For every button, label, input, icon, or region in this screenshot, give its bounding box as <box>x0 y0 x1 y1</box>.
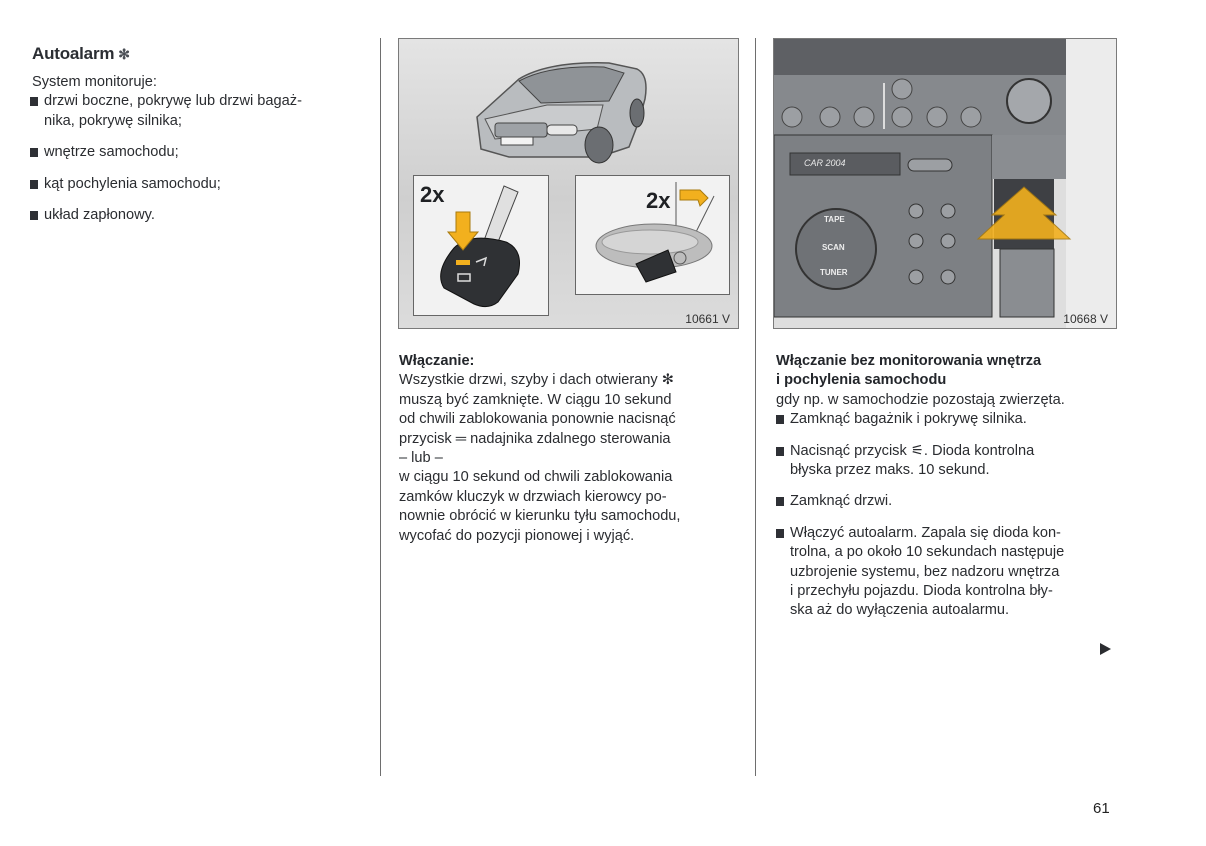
step-text: i przechyłu pojazdu. Dioda kontrolna bły- <box>790 583 1053 600</box>
body-line: wycofać do pozycji pionowej i wyjąć. <box>399 527 635 544</box>
body-line: w ciągu 10 sekund od chwili zablokowania <box>399 469 673 486</box>
body-line: od chwili zablokowania ponownie nacisnąć <box>399 411 676 428</box>
figure-number: 10661 V <box>685 312 730 326</box>
dial-label-scan: SCAN <box>822 243 845 252</box>
radio-panel-illustration <box>774 39 1116 328</box>
step-item <box>776 524 1121 621</box>
right-column <box>776 352 1121 621</box>
step-text: Włączyć autoalarm. Zapala się dioda kon- <box>790 524 1061 541</box>
bullet-icon <box>776 415 784 424</box>
intro-text: System monitoruje: <box>32 74 157 90</box>
section-title <box>32 44 367 64</box>
bullet-icon <box>776 497 784 506</box>
turn-count-label: 2x <box>646 188 671 213</box>
body-line: nownie obrócić w kierunku tyłu samochodu, <box>399 508 681 525</box>
list-item <box>30 175 367 194</box>
list-item-text: drzwi boczne, pokrywę lub drzwi bagaż- <box>44 93 302 110</box>
step-text: błyska przez maks. 10 sekund. <box>790 462 990 479</box>
left-column <box>32 44 367 225</box>
inset-door-key <box>575 175 730 295</box>
dial-label-tuner: TUNER <box>820 268 848 277</box>
page-number: 61 <box>1093 800 1110 817</box>
list-item-text: nika, pokrywę silnika; <box>44 112 182 129</box>
bullet-icon <box>30 211 38 220</box>
heading-line: Włączanie bez monitorowania wnętrza <box>776 353 1042 369</box>
bullet-icon <box>30 97 38 106</box>
dial-label-tape: TAPE <box>824 215 845 224</box>
figure-radio-panel <box>773 38 1117 329</box>
list-item <box>30 143 367 162</box>
list-item <box>30 206 367 225</box>
continue-arrow-icon <box>1100 643 1111 655</box>
column-divider-left <box>380 38 381 776</box>
bullet-icon <box>30 148 38 157</box>
step-text: Nacisnąć przycisk ⚟. Dioda kontrolna <box>790 442 1035 459</box>
list-item-text: układ zapłonowy. <box>44 207 155 224</box>
intro-text: gdy np. w samochodzie pozostają zwierzęta. <box>776 391 1065 408</box>
heading-activation: Włączanie: <box>399 353 475 369</box>
list-item-text: wnętrze samochodu; <box>44 144 179 161</box>
step-text: trolna, a po około 10 sekundach następuje <box>790 544 1065 561</box>
step-text: Zamknąć bagażnik i pokrywę silnika. <box>790 411 1027 428</box>
remote-key-icon <box>414 176 548 315</box>
column-divider-right <box>755 38 756 776</box>
body-line: przycisk ═ nadajnika zdalnego sterowania <box>399 430 671 447</box>
body-line: Wszystkie drzwi, szyby i dach otwierany ✻ <box>399 372 674 389</box>
step-text: ska aż do wyłączenia autoalarmu. <box>790 602 1010 619</box>
body-line: – lub – <box>399 450 443 467</box>
door-lock-key-icon <box>576 176 729 294</box>
radio-display-text: CAR 2004 <box>804 158 846 168</box>
bullet-icon <box>776 447 784 456</box>
body-line: zamków kluczyk w drzwiach kierowcy po- <box>399 488 667 505</box>
middle-column <box>399 352 744 546</box>
bullet-icon <box>776 529 784 538</box>
figure-number: 10668 V <box>1063 312 1108 326</box>
heading-line: i pochylenia samochodu <box>776 372 947 389</box>
press-count-label: 2x <box>420 182 445 207</box>
step-item <box>776 442 1121 481</box>
section-title-text: Autoalarm <box>32 44 115 63</box>
step-item <box>776 410 1121 429</box>
inset-key-remote <box>413 175 549 316</box>
step-text: uzbrojenie systemu, bez nadzoru wnętrza <box>790 563 1060 580</box>
figure-remote-locking <box>398 38 739 329</box>
bullet-icon <box>30 180 38 189</box>
list-item <box>30 92 367 131</box>
optional-equipment-icon: ✻ <box>118 46 130 62</box>
body-line: muszą być zamknięte. W ciągu 10 sekund <box>399 391 672 408</box>
list-item-text: kąt pochylenia samochodu; <box>44 175 221 192</box>
step-item <box>776 492 1121 511</box>
step-text: Zamknąć drzwi. <box>790 493 893 510</box>
